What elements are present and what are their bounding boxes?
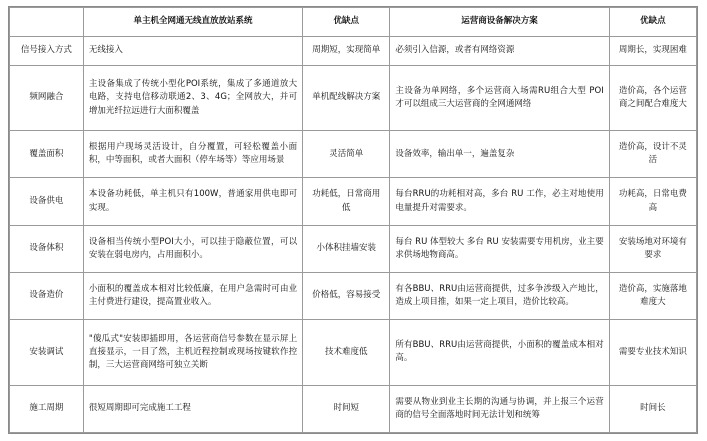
header-single-host-system: 单主机全网通无线直放放站系统 xyxy=(83,8,302,37)
row-operator-pros: 造价高，设计不灵活 xyxy=(609,131,696,178)
row-operator-pros: 造价高，各个运营商之间配合难度大 xyxy=(609,65,696,131)
comparison-table-sheet xyxy=(8,6,698,434)
row-single-host: 很短周期即可完成施工工程 xyxy=(83,385,302,432)
row-single-host: "傻瓜式"安装即插即用，各运营商信号参数在显示屏上直接显示，一目了然，主机近程控制或现场按键软作控制，三大运营商网络可独立关断 xyxy=(83,319,302,385)
row-single-host: 无线接入 xyxy=(83,37,302,66)
row-operator: 每台RRU的功耗相对高，多台 RU 工作，必主对地使用电量提升对需要求。 xyxy=(390,178,609,225)
row-operator-pros: 造价高，实施落地难度大 xyxy=(609,272,696,319)
header-operator-pros-cons: 优缺点 xyxy=(609,8,696,37)
table-header-row xyxy=(10,8,697,37)
row-single-host-pros: 周期短，实现简单 xyxy=(303,37,390,66)
row-label: 安装调试 xyxy=(10,319,84,385)
header-operator-solution: 运营商设备解决方案 xyxy=(390,8,609,37)
row-operator: 必须引入信源，或者有网络资源 xyxy=(390,37,609,66)
row-single-host: 小面积的覆盖成本相对比较低廉，在用户急需时可由业主付费进行建设，提高置业收入。 xyxy=(83,272,302,319)
row-label: 频网融合 xyxy=(10,65,84,131)
table-row xyxy=(10,225,697,272)
row-single-host: 主设备集成了传统小型化POI系统，集成了多通道放大电路，支持电信移动联通2、3、4G；全网放大，并可增加光纤拉远进行大面积覆盖 xyxy=(83,65,302,131)
table-row xyxy=(10,385,697,432)
row-single-host-pros: 时间短 xyxy=(303,385,390,432)
header-corner-cell xyxy=(10,8,84,37)
row-label: 设备造价 xyxy=(10,272,84,319)
row-operator-pros: 功耗高，日常电费高 xyxy=(609,178,696,225)
table-row xyxy=(10,131,697,178)
table-row xyxy=(10,319,697,385)
row-single-host-pros: 技术难度低 xyxy=(303,319,390,385)
row-operator-pros: 安装场地对环境有要求 xyxy=(609,225,696,272)
row-label: 施工周期 xyxy=(10,385,84,432)
row-label: 信号接入方式 xyxy=(10,37,84,66)
row-single-host-pros: 小体积挂墙安装 xyxy=(303,225,390,272)
table-header xyxy=(10,8,697,37)
row-single-host-pros: 功耗低，日常商用低 xyxy=(303,178,390,225)
table-row xyxy=(10,65,697,131)
row-operator: 主设备为单网络，多个运营商入场需RU组合大型 POI 才可以组成三大运营商的全网通网络 xyxy=(390,65,609,131)
row-operator-pros: 时间长 xyxy=(609,385,696,432)
row-operator: 每台 RU 体型较大 多台 RU 安装需要专用机房，业主要求供场地物商高。 xyxy=(390,225,609,272)
comparison-table xyxy=(9,7,697,433)
row-single-host-pros: 灵活简单 xyxy=(303,131,390,178)
row-label: 设备供电 xyxy=(10,178,84,225)
table-row xyxy=(10,37,697,66)
row-operator-pros: 周期长，实现困难 xyxy=(609,37,696,66)
row-single-host: 本设备功耗低，单主机只有100W，普通家用供电即可实现。 xyxy=(83,178,302,225)
row-single-host: 根据用户现场灵活设计，自分覆置，可轻松覆盖小面积，中等面积，或者大面积（停车场等）等应用场景 xyxy=(83,131,302,178)
row-single-host-pros: 单机配线解决方案 xyxy=(303,65,390,131)
row-operator-pros: 需要专业技术知识 xyxy=(609,319,696,385)
row-operator: 设备效率，输出单一，遍盖复杂 xyxy=(390,131,609,178)
row-operator: 所有BBU、RRU由运营商提供，小面积的覆盖成本相对高。 xyxy=(390,319,609,385)
table-body xyxy=(10,37,697,433)
row-operator: 有各BBU、RRU由运营商提供，过多争涉级入产地比，造成上项目推，如果一定上项目，造价比较高。 xyxy=(390,272,609,319)
table-row xyxy=(10,272,697,319)
header-single-host-pros-cons: 优缺点 xyxy=(303,8,390,37)
row-single-host-pros: 价格低，容易接受 xyxy=(303,272,390,319)
row-single-host: 设备相当传统小型POI大小，可以挂于隐蔽位置，可以安装在弱电房内，占用面积小。 xyxy=(83,225,302,272)
row-operator: 需要从物业到业主长期的沟通与协调，并上报三个运营商的信号全面落地时间无法计划和统筹 xyxy=(390,385,609,432)
row-label: 覆盖面积 xyxy=(10,131,84,178)
table-row xyxy=(10,178,697,225)
row-label: 设备体积 xyxy=(10,225,84,272)
